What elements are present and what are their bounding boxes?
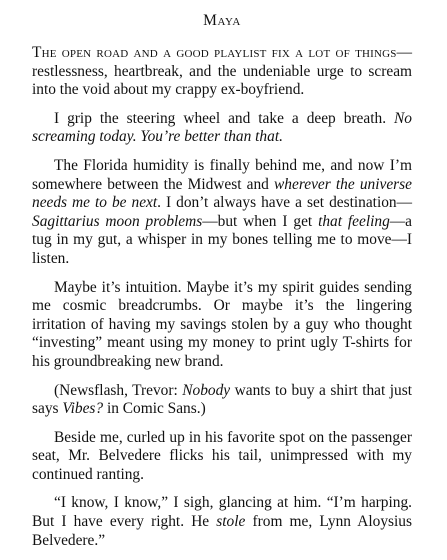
paragraph-3 bbox=[32, 157, 412, 269]
paragraph-7-italic-b: stole bbox=[216, 513, 246, 531]
paragraph-5 bbox=[32, 382, 412, 419]
paragraph-2-italic: No screaming today. You’re better than that. bbox=[32, 109, 412, 146]
paragraph-3-text-e: —but when I get bbox=[202, 212, 319, 230]
paragraph-6-text: Beside me, curled up in his favorite spot on the passenger seat, Mr. Belvedere flicks his tail, unimpressed with my continued ranting. bbox=[32, 428, 412, 483]
paragraph-2 bbox=[32, 110, 412, 147]
paragraph-5-text-e: in Comic Sans.) bbox=[103, 400, 206, 418]
paragraph-3-italic-d: Sagittarius moon problems bbox=[32, 212, 203, 230]
paragraph-5-text-c: wants to buy a shirt that just says bbox=[32, 381, 413, 418]
paragraph-3-italic-b: wherever the universe needs me to be next bbox=[32, 175, 412, 212]
chapter-title: Maya bbox=[203, 12, 241, 29]
paragraph-4 bbox=[32, 279, 412, 372]
paragraph-7-text-a: “I know, I know,” I sigh, glancing at him. “I’m harping. But I have every right. He bbox=[32, 494, 412, 531]
book-page bbox=[32, 0, 412, 560]
paragraph-3-text-a: The Florida humidity is finally behind me, and now I’m somewhere between the Midwest and bbox=[32, 156, 412, 193]
opening-lead-in: The open road and a good playlist fix a lot of things bbox=[32, 44, 397, 61]
paragraph-3-text-c: . I don’t always have a set destination— bbox=[157, 194, 412, 212]
paragraph-5-text-a: (Newsflash, Trevor: bbox=[54, 381, 183, 399]
paragraph-7 bbox=[32, 494, 412, 550]
paragraph-1 bbox=[32, 44, 412, 100]
paragraph-6 bbox=[32, 429, 412, 485]
paragraph-5-italic-b: Nobody bbox=[182, 381, 231, 399]
paragraph-1-text: —restlessness, heartbreak, and the undeniable urge to scream into the void about my crappy ex-boyfriend. bbox=[32, 44, 412, 99]
paragraph-5-italic-d: Vibes? bbox=[62, 400, 104, 418]
paragraph-7-text-c: from me, Lynn Aloysius Belvedere.” bbox=[32, 513, 412, 549]
paragraph-3-text-g: —a tug in my gut, a whisper in my bones telling me to move—I listen. bbox=[32, 212, 412, 267]
paragraph-4-text: Maybe it’s intuition. Maybe it’s my spirit guides sending me cosmic breadcrumbs. Or maybe it’s the lingering irritation of having my savings stolen by a guy who thought “investing” meant using my money to print ugly T-shirts for his groundbreaking new brand. bbox=[32, 278, 412, 370]
paragraph-3-italic-f: that feeling bbox=[318, 212, 390, 230]
paragraph-2-text: I grip the steering wheel and take a deep breath. bbox=[54, 109, 395, 127]
